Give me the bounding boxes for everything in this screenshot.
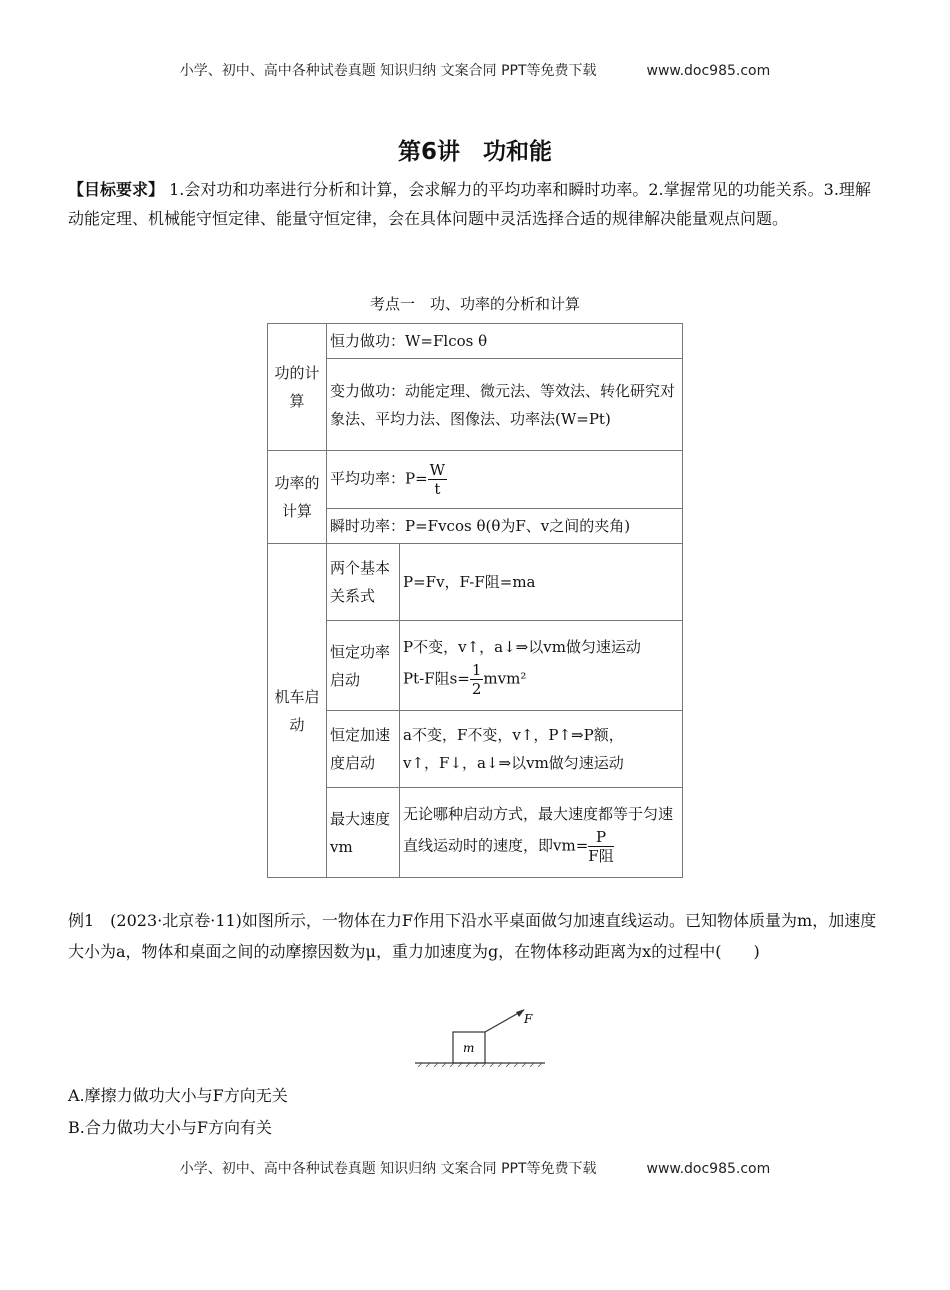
fraction-den: 2 [471, 680, 482, 698]
cp-line2 [403, 661, 679, 698]
fraction-num: P [588, 828, 613, 847]
const-acc-cell [400, 711, 683, 788]
force-label: F [524, 1012, 533, 1026]
page-header [0, 60, 950, 80]
summary-table [267, 323, 683, 878]
power-label: 功率的计算 [268, 451, 327, 544]
var-force-cell: 变力做功：动能定理、微元法、等效法、转化研究对象法、平均力法、图像法、功率法(W=Pt) [327, 359, 683, 451]
option-b: B.合力做功大小与F方向有关 [68, 1118, 272, 1137]
vmax-label: 最大速度vm [327, 788, 400, 878]
goals-paragraph [68, 175, 883, 233]
footer-url[interactable]: www.doc985.com [646, 1161, 771, 1177]
loco-label: 机车启动 [268, 544, 327, 878]
example-1: 例1 (2023·北京卷·11)如图所示，一物体在力F作用下沿水平桌面做匀加速直线运动。已知物体质量为m，加速度大小为a，物体和桌面之间的动摩擦因数为μ，重力加速度为g，在物体移动距离为x的过程中( ) [68, 911, 877, 961]
avg-power-cell [327, 451, 683, 509]
fraction-num: 1 [471, 661, 482, 679]
ca-line1: a不变，F不变，v↑，P↑⇒P额， [403, 726, 624, 744]
section-heading: 考点一 功、功率的分析和计算 [369, 295, 580, 313]
header-text: 小学、初中、高中各种试卷真题 知识归纳 文案合同 PPT等免费下载 [179, 63, 597, 79]
basic-label: 两个基本关系式 [327, 544, 400, 621]
vmax-text: 无论哪种启动方式，最大速度都等于匀速直线运动时的速度，即vm= [403, 805, 674, 855]
inst-power-cell: 瞬时功率：P=Fvcos θ(θ为F、v之间的夹角) [327, 509, 683, 544]
avg-power-fraction [428, 461, 447, 498]
ca-line2: v↑，F↓，a↓⇒以vm做匀速运动 [403, 754, 624, 772]
block-force-figure [410, 1005, 555, 1067]
basic-formula: P=Fv，F-F阻=ma [400, 544, 683, 621]
cp-fraction [470, 661, 484, 698]
page-footer [0, 1158, 950, 1178]
const-acc-label: 恒定加速度启动 [327, 711, 400, 788]
fraction-den: F阻 [588, 847, 614, 865]
goals-text: 1.会对功和功率进行分析和计算，会求解力的平均功率和瞬时功率。2.掌握常见的功能关系。3.理解动能定理、机械能守恒定律、能量守恒定律，会在具体问题中灵活选择合适的规律解决能量观点问题。 [68, 180, 871, 228]
option-a: A.摩擦力做功大小与F方向无关 [68, 1086, 288, 1105]
fraction-num: W [429, 461, 446, 479]
work-label: 功的计算 [268, 324, 327, 451]
footer-text: 小学、初中、高中各种试卷真题 知识归纳 文案合同 PPT等免费下载 [179, 1161, 597, 1177]
vmax-cell [400, 788, 683, 878]
const-power-cell [400, 621, 683, 711]
cp-tail: mvm² [483, 669, 527, 688]
header-url[interactable]: www.doc985.com [646, 63, 771, 79]
page-title: 第6讲 功和能 [397, 139, 552, 165]
const-power-label: 恒定功率启动 [327, 621, 400, 711]
vmax-fraction [588, 828, 613, 865]
cp-line1: P不变，v↑，a↓⇒以vm做匀速运动 [403, 638, 641, 656]
fraction-den: t [434, 480, 441, 498]
goals-label: 【目标要求】 [68, 180, 165, 199]
cp-line2-text: Pt-F阻s= [403, 669, 470, 688]
force-arrow [485, 1011, 522, 1032]
mass-label: m [463, 1041, 475, 1055]
avg-power-text: 平均功率：P= [330, 469, 428, 488]
const-force-cell: 恒力做功：W=Flcos θ [327, 324, 683, 359]
